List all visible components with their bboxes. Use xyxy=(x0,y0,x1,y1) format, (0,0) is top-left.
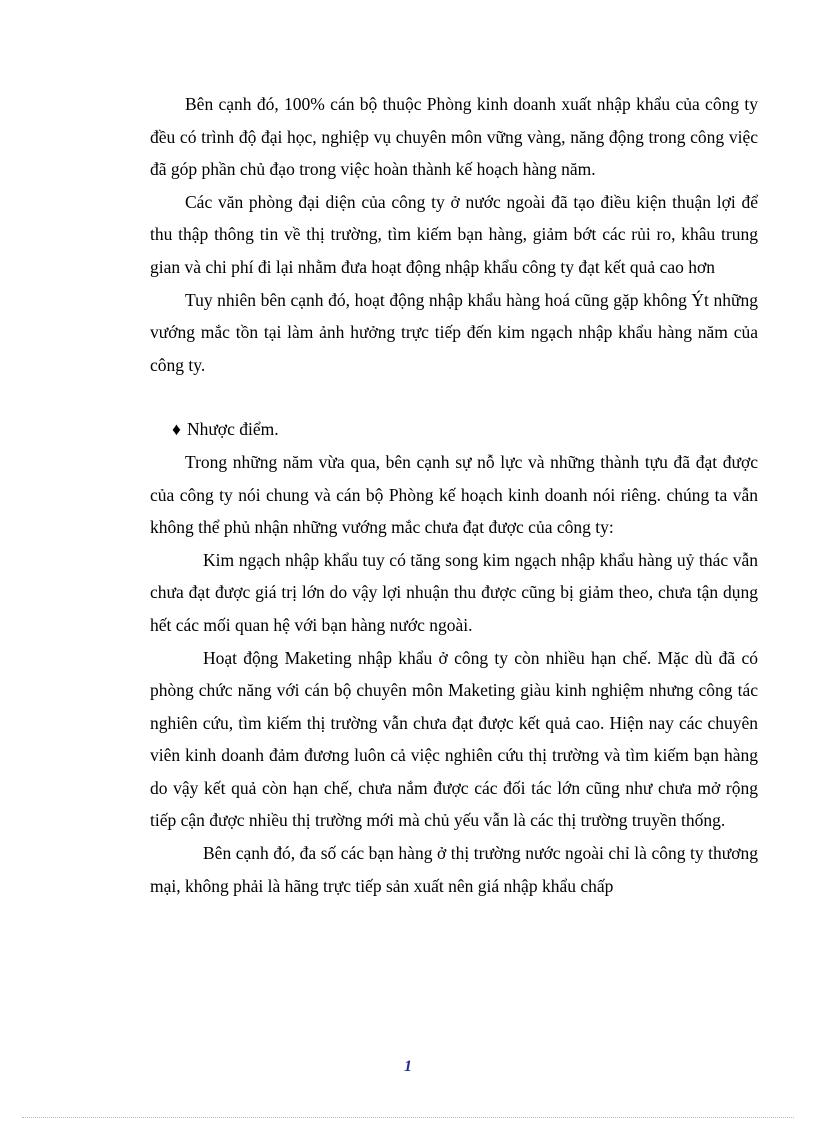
paragraph-however: Tuy nhiên bên cạnh đó, hoạt động nhập khẩu hàng hoá cũng gặp không Ýt những vướng mắc tồn tại làm ảnh hưởng trực tiếp đến kim ngạch nhập khẩu hàng năm của công ty. xyxy=(150,289,758,375)
section-heading-weaknesses xyxy=(172,413,758,446)
paragraph-marketing: Hoạt động Maketing nhập khẩu ở công ty còn nhiều hạn chế. Mặc dù đã có phòng chức năng với cán bộ chuyên môn Maketing giàu kinh nghiệm nhưng công tác nghiên cứu, tìm kiếm thị trường vẫn chưa đạt được kết quả cao. Hiện nay các chuyên viên kinh doanh đảm đương luôn cả việc nghiên cứu thị trường và tìm kiếm bạn hàng do vậy kết quả còn hạn chế, chưa nắm được các đối tác lớn cũng như chưa mở rộng tiếp cận được nhiều thị trường mới mà chủ yếu vẫn là các thị trường truyền thống. xyxy=(150,647,758,831)
section-heading-text: Nhược điểm. xyxy=(186,419,279,440)
paragraph-representative-offices: Các văn phòng đại diện của công ty ở nước ngoài đã tạo điều kiện thuận lợi để thu thập thông tin về thị trường, tìm kiếm bạn hàng, giảm bớt các rủi ro, khâu trung gian và chi phí đi lại nhằm đưa hoạt động nhập khẩu công ty đạt kết quả cao hơn xyxy=(150,191,758,277)
paragraph-import-turnover: Kim ngạch nhập khẩu tuy có tăng song kim ngạch nhập khẩu hàng uỷ thác vẫn chưa đạt được giá trị lớn do vậy lợi nhuận thu được cũng bị giảm theo, chưa tận dụng hết các mối quan hệ với bạn hàng nước ngoài. xyxy=(150,549,758,635)
document-body xyxy=(150,88,758,902)
paragraph-staff-qualification: Bên cạnh đó, 100% cán bộ thuộc Phòng kinh doanh xuất nhập khẩu của công ty đều có trình độ đại học, nghiệp vụ chuyên môn vững vàng, năng động trong công việc đã góp phần chủ đạo trong việc hoàn thành kế hoạch hàng năm. xyxy=(150,94,758,180)
spacer xyxy=(150,381,758,413)
page-bottom-divider xyxy=(22,1117,794,1118)
paragraph-weakness-intro: Trong những năm vừa qua, bên cạnh sự nỗ lực và những thành tựu đã đạt được của công ty nói chung và cán bộ Phòng kế hoạch kinh doanh nói riêng. chúng ta vẫn không thể phủ nhận những vướng mắc chưa đạt được của công ty: xyxy=(150,451,758,538)
diamond-bullet-icon: ♦ xyxy=(172,419,181,440)
page-number: 1 xyxy=(404,1058,412,1075)
paragraph-foreign-partners: Bên cạnh đó, đa số các bạn hàng ở thị trường nước ngoài chỉ là công ty thương mại, không phải là hãng trực tiếp sản xuất nên giá nhập khẩu chấp xyxy=(150,843,758,896)
